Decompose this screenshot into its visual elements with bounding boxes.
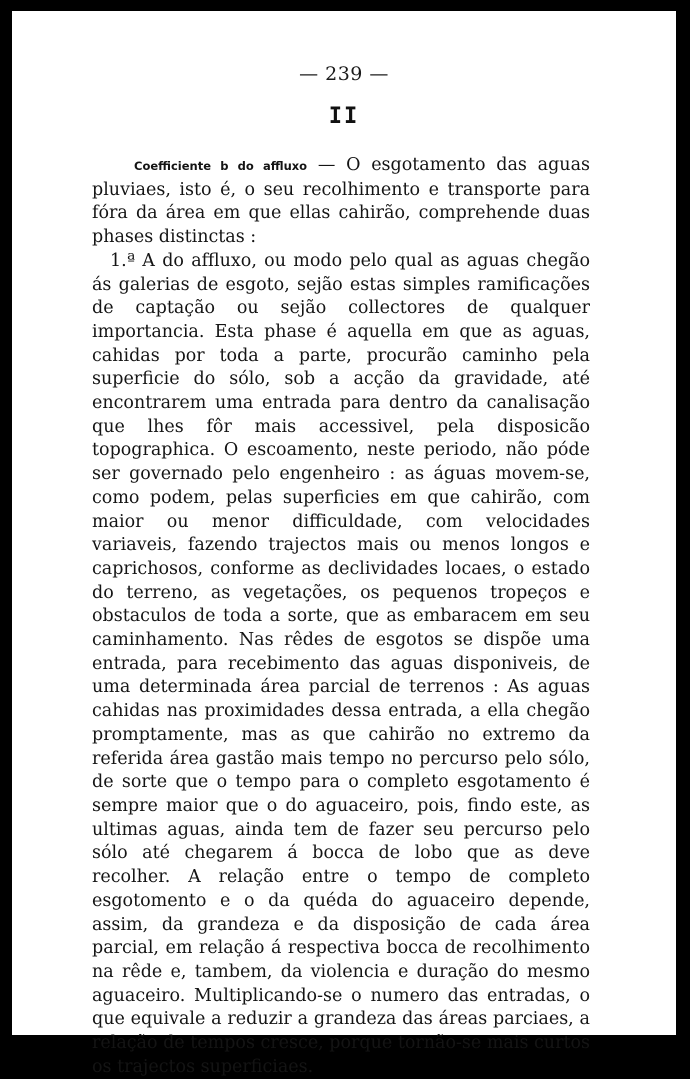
paragraph-2 <box>92 250 590 1079</box>
section-numeral: II <box>328 104 360 129</box>
paragraph-1-heading: Coefficiente b do affluxo <box>134 159 308 173</box>
book-page <box>12 11 676 1077</box>
paragraph-1 <box>92 154 590 250</box>
paragraph-2-number: 1.ª <box>110 250 136 271</box>
paragraph-1-body: — O esgotamento das aguas pluviaes, isto é, o seu recolhimento e transporte para fóra da área em que ellas cahirão, comprehende duas phases distinctas : <box>92 155 590 248</box>
page-number: — 239 — <box>299 63 389 85</box>
body-text <box>92 154 590 1079</box>
paragraph-2-body: A do affluxo, ou modo pelo qual as aguas chegão ás galerias de esgoto, sejão estas simples ramificações de captação ou sejão collectores de qualquer importancia. Esta phase é aquella em que as aguas, cahidas por toda a parte, procurão caminho pela superficie do sólo, sob a acção da gravidade, até encontrarem uma entrada para dentro da canalisação que lhes fôr mais accessivel, pela disposicão topographica. O escoamento, neste periodo, não póde ser governado pelo engenheiro : as águas movem-se, como podem, pelas superficies em que cahirão, com maior ou menor difficuldade, com velocidades variaveis, fazendo trajectos mais ou menos longos e caprichosos, conforme as declividades locaes, o estado do terreno, as vegetações, os pequenos tropeços e obstaculos de toda a sorte, que as embaracem em seu caminhamento. Nas rêdes de esgotos se dispõe uma entrada, para recebimento das aguas disponiveis, de uma determinada área parcial de terrenos : As aguas cahidas nas proximidades dessa entrada, a ella chegão promptamente, mas as que cahirão no extremo da referida área gastão mais tempo no percurso pelo sólo, de sorte que o tempo para o completo esgotamento é sempre maior que o do aguaceiro, pois, findo este, as ultimas aguas, ainda tem de fazer seu percurso pelo sólo até chegarem á bocca de lobo que as deve recolher. A relação entre o tempo de completo esgotomento e o da quéda do aguaceiro depende, assim, da grandeza e da disposição de cada área parcial, em relação á respectiva bocca de recolhimento na rêde e, tambem, da violencia e duração do mesmo aguaceiro. Multiplicando-se o numero das entradas, o que equivale a reduzir a grandeza das áreas parciaes, a relação de tempos cresce, porque tornão-se mais curtos os trajectos superficiaes. <box>92 250 590 1077</box>
